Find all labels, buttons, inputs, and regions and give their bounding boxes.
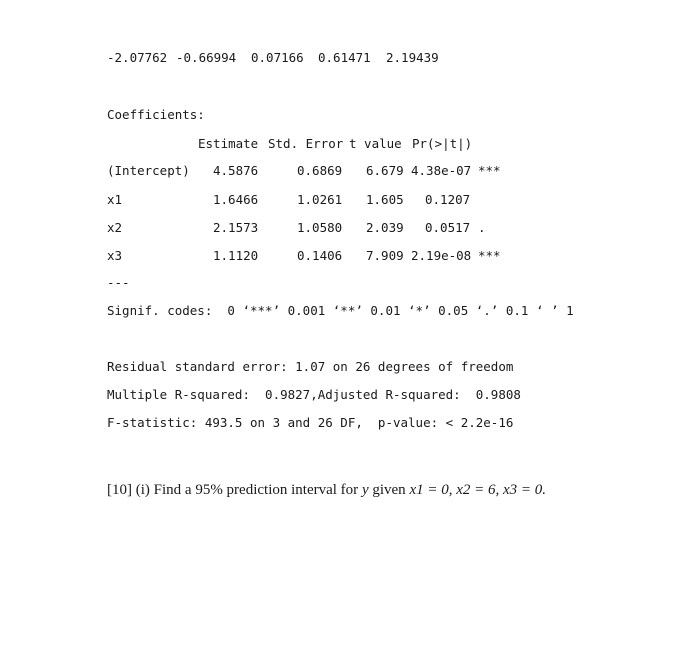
- residual-min: -2.07762: [107, 50, 168, 65]
- col-header-std-error: Std. Error: [268, 136, 344, 151]
- t-value-cell: 2.039: [366, 220, 404, 235]
- residual-q3: 0.61471: [318, 50, 371, 65]
- residual-median: 0.07166: [251, 50, 304, 65]
- row-name: x3: [107, 248, 123, 263]
- p-value-cell: 0.1207: [425, 192, 471, 207]
- estimate-cell: 2.1573: [213, 220, 259, 235]
- question-prefix: [10] (i) Find a 95% prediction interval for: [107, 482, 362, 498]
- signif-cell: .: [478, 220, 486, 235]
- t-value-cell: 7.909: [366, 248, 404, 263]
- r-squared: Multiple R-squared: 0.9827,Adjusted R-squared: 0.9808: [107, 387, 521, 402]
- row-name: x1: [107, 192, 123, 207]
- estimate-cell: 1.1120: [213, 248, 259, 263]
- separator: ---: [107, 275, 130, 290]
- residual-max: 2.19439: [386, 50, 439, 65]
- p-value-cell: 4.38e-07: [411, 163, 472, 178]
- col-header-p-value: Pr(>|t|): [412, 136, 473, 151]
- col-header-estimate: Estimate: [198, 136, 259, 151]
- question-given: given: [368, 482, 410, 498]
- coefficients-heading: Coefficients:: [107, 107, 205, 122]
- std-error-cell: 1.0580: [297, 220, 343, 235]
- t-value-cell: 6.679: [366, 163, 404, 178]
- std-error-cell: 0.1406: [297, 248, 343, 263]
- row-name: x2: [107, 220, 123, 235]
- std-error-cell: 0.6869: [297, 163, 343, 178]
- residual-q1: -0.66994: [176, 50, 237, 65]
- question-condition: x1 = 0, x2 = 6, x3 = 0.: [409, 482, 547, 498]
- row-name: (Intercept): [107, 163, 190, 178]
- signif-codes: Signif. codes: 0 ‘***’ 0.001 ‘**’ 0.01 ‘*’ 0.05 ‘.’ 0.1 ‘ ’ 1: [107, 303, 574, 318]
- t-value-cell: 1.605: [366, 192, 404, 207]
- col-header-t-value: t value: [349, 136, 402, 151]
- f-statistic: F-statistic: 493.5 on 3 and 26 DF, p-value: < 2.2e-16: [107, 415, 514, 430]
- signif-cell: ***: [478, 248, 501, 263]
- residual-standard-error: Residual standard error: 1.07 on 26 degrees of freedom: [107, 359, 514, 374]
- std-error-cell: 1.0261: [297, 192, 343, 207]
- estimate-cell: 1.6466: [213, 192, 259, 207]
- question-variable: y: [361, 482, 369, 498]
- p-value-cell: 0.0517: [425, 220, 471, 235]
- question-text: [107, 483, 546, 498]
- estimate-cell: 4.5876: [213, 163, 259, 178]
- signif-cell: ***: [478, 163, 501, 178]
- p-value-cell: 2.19e-08: [411, 248, 472, 263]
